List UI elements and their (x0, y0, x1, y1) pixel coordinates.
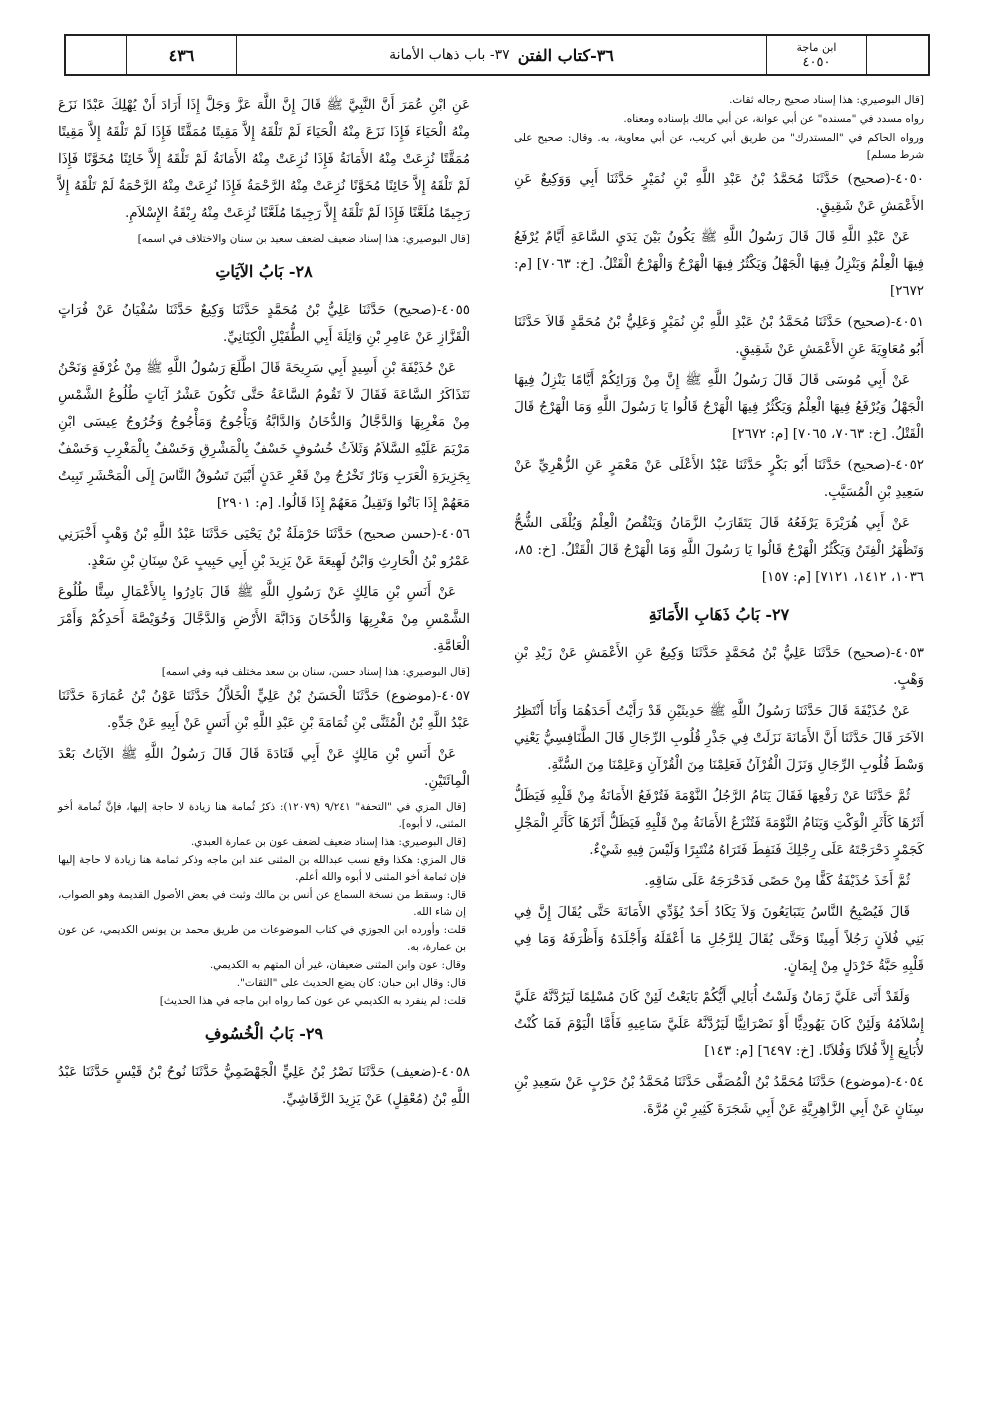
page-number: ٤٣٦ (126, 36, 236, 74)
hadith-4054-text: عَنِ ابْنِ عُمَرَ أَنَّ النَّبِيَّ ﷺ قَالَ إِنَّ اللَّهَ عَزَّ وَجَلَّ إِذَا أَرَادَ أَنْ يُهْلِكَ عَبْدًا نَزَعَ مِنْهُ الْحَيَاءَ فَإِذَا نَزَعَ مِنْهُ الْحَيَاءَ لَمْ تَلْقَهُ إِلاَّ مَقِيتًا مُمَقَّتًا فَإِذَا لَمْ تَلْقَهُ إِلاَّ مَقِيتًا مُمَقَّتًا نُزِعَتْ مِنْهُ الأَمَانَةُ فَإِذَا نُزِعَتْ مِنْهُ الأَمَانَةُ لَمْ تَلْقَهُ إِلاَّ خَائِنًا مُخَوَّنًا فَإِذَا لَمْ تَلْقَهُ إِلاَّ خَائِنًا مُخَوَّنًا نُزِعَتْ مِنْهُ الرَّحْمَةُ فَإِذَا نُزِعَتْ مِنْهُ الرَّحْمَةُ لَمْ تَلْقَهُ إِلاَّ رَجِيمًا مُلَعَّنًا فَإِذَا لَمْ تَلْقَهُ إِلاَّ رَجِيمًا مُلَعَّنًا نُزِعَتْ مِنْهُ رِبْقَةُ الإِسْلاَمِ. (58, 98, 470, 221)
footnote: قال المزي: هكذا وقع نسب عبدالله بن المثنى عند ابن ماجه وذكر ثمامة هنا زيادة لا حاجة إليها فإن ثمامة أخو المثنى لا أبوه والله أعلم. (58, 854, 466, 883)
hadith-4053-isnad: ٤٠٥٣-(صحيح) حَدَّثَنَا عَلِيُّ بْنُ مُحَمَّدٍ حَدَّثَنَا وَكِيعٌ عَنِ الأَعْمَشِ عَنْ زَيْدِ بْنِ وَهْبٍ. (514, 646, 924, 688)
right-column (514, 92, 924, 1127)
bab-title: ٣٧- باب ذهاب الأمانة (389, 47, 510, 63)
footnote: قال: وسقط من نسخة السماع عن أنس بن مالك وثبت في بعض الأصول القديمة وهو الصواب، إن شاء الله. (58, 889, 466, 918)
hadith-4054-isnad: ٤٠٥٤-(موضوع) حَدَّثَنَا مُحَمَّدُ بْنُ الْمُصَفَّى حَدَّثَنَا مُحَمَّدُ بْنُ حَرْبٍ عَنْ سَعِيدِ بْنِ سِنَانٍ عَنْ أَبِي الزَّاهِرِيَّةِ عَنْ أَبِي شَجَرَةَ كَثِيرِ بْنِ مُرَّةَ. (514, 1075, 924, 1117)
hadith-4051-text: عَنْ أَبِي مُوسَى قَالَ قَالَ رَسُولُ اللَّهِ ﷺ إِنَّ مِنْ وَرَائِكُمْ أَيَّامًا يَنْزِلُ فِيهَا الْجَهْلُ وَيُرْفَعُ فِيهَا الْعِلْمُ وَيَكْثُرُ فِيهَا الْهَرْجُ قَالُوا يَا رَسُولَ اللَّهِ وَمَا الْهَرْجُ قَالَ الْقَتْلُ. [خ: ٧٠٦٣، ٧٠٦٥] [م: ٢٦٧٢] (514, 373, 924, 442)
header-title (236, 36, 766, 74)
left-column (58, 92, 470, 1117)
hadith-4053-paragraph: قَالَ فَيُصْبِحُ النَّاسُ يَتَبَايَعُونَ وَلاَ يَكَادُ أَحَدٌ يُؤَدِّي الأَمَانَةَ حَتَّى يُقَالَ إِنَّ فِي بَنِي فُلاَنٍ رَجُلاً أَمِينًا وَحَتَّى يُقَالَ لِلرَّجُلِ مَا أَعْقَلَهُ وَأَجْلَدَهُ وَأَظْرَفَهُ وَمَا فِي قَلْبِهِ حَبَّةُ خَرْدَلٍ مِنْ إِيمَانٍ. (514, 905, 924, 974)
hadith-4050-isnad: ٤٠٥٠-(صحيح) حَدَّثَنَا مُحَمَّدُ بْنُ عَبْدِ اللَّهِ بْنِ نُمَيْرٍ حَدَّثَنَا أَبِي وَوَكِيعٌ عَنِ الأَعْمَشِ عَنْ شَقِيقٍ. (514, 172, 924, 214)
footnote: [قال البوصيري: هذا إسناد حسن، سنان بن سعد مختلف فيه وفي اسمه] (161, 666, 470, 678)
hadith-4053-paragraph: ثُمَّ حَدَّثَنَا عَنْ رَفْعِهَا فَقَالَ يَنَامُ الرَّجُلُ النَّوْمَةَ فَتُرْفَعُ الأَمَانَةُ مِنْ قَلْبِهِ فَيَظَلُّ أَثَرُهَا كَأَثَرِ الْوَكْتِ وَيَنَامُ النَّوْمَةَ فَتُنْزَعُ الأَمَانَةُ مِنْ قَلْبِهِ فَيَظَلُّ أَثَرُهَا كَأَثَرِ الْمَجْلِ كَجَمْرٍ دَحْرَجْتَهُ عَلَى رِجْلِكَ فَنَفِطَ فَتَرَاهُ مُنْتَبِرًا وَلَيْسَ فِيهِ شَيْءٌ. (514, 789, 924, 858)
page-header (64, 34, 930, 76)
hadith-4056-text: عَنْ أَنَسِ بْنِ مَالِكٍ عَنْ رَسُولِ اللَّهِ ﷺ قَالَ بَادِرُوا بِالأَعْمَالِ سِتًّا طُلُوعَ الشَّمْسِ مِنْ مَغْرِبِهَا وَالدُّخَانَ وَدَابَّةَ الأَرْضِ وَالدَّجَّالَ وَخُوَيْصَّةَ أَحَدِكُمْ وَأَمْرَ الْعَامَّةِ. (58, 585, 470, 654)
header-blank-cell (66, 36, 126, 74)
kitab-title: ٣٦-كتاب الفتن (517, 45, 614, 65)
chapter-heading-27: ٢٧- بَابُ ذَهَابِ الأَمَانَةِ (648, 605, 790, 624)
first-hadith-number: ٤٠٥٠ (802, 55, 831, 70)
hadith-4052-text: عَنْ أَبِي هُرَيْرَةَ يَرْفَعُهُ قَالَ يَتَقَارَبُ الزَّمَانُ وَيَنْقُصُ الْعِلْمُ وَيُلْقَى الشُّحُّ وَتَظْهَرُ الْفِتَنُ وَيَكْثُرُ الْهَرْجُ قَالُوا يَا رَسُولَ اللَّهِ وَمَا الْهَرْجُ قَالَ الْقَتْلُ. [خ: ٨٥، ١٠٣٦، ١٤١٢، ٧١٢١] [م: ١٥٧] (514, 516, 924, 585)
hadith-4050-text: عَنْ عَبْدِ اللَّهِ قَالَ قَالَ رَسُولُ اللَّهِ ﷺ يَكُونُ بَيْنَ يَدَيِ السَّاعَةِ أَيَّامٌ يُرْفَعُ فِيهَا الْعِلْمُ وَيَنْزِلُ فِيهَا الْجَهْلُ وَيَكْثُرُ فِيهَا الْهَرْجُ وَالْهَرْجُ الْقَتْلُ. [خ: ٧٠٦٣] [م: ٢٦٧٢] (514, 230, 924, 299)
hadith-4053-paragraph: وَلَقَدْ أَتَى عَلَيَّ زَمَانٌ وَلَسْتُ أُبَالِي أَيُّكُمْ بَايَعْتُ لَئِنْ كَانَ مُسْلِمًا لَيَرُدَّنَّهُ عَلَيَّ إِسْلاَمُهُ وَلَئِنْ كَانَ يَهُودِيًّا أَوْ نَصْرَانِيًّا لَيَرُدَّنَّهُ عَلَيَّ سَاعِيهِ فَأَمَّا الْيَوْمَ فَمَا كُنْتُ لأُبَايِعَ إِلاَّ فُلاَنًا وَفُلاَنًا. [خ: ٦٤٩٧] [م: ١٤٣] (514, 990, 924, 1059)
book-name: ابن ماجة (796, 41, 837, 54)
hadith-4058-isnad: ٤٠٥٨-(ضعيف) حَدَّثَنَا نَصْرُ بْنُ عَلِيٍّ الْجَهْضَمِيُّ حَدَّثَنَا نُوحُ بْنُ قَيْسٍ حَدَّثَنَا عَبْدُ اللَّهِ بْنُ (مُعْقِلٍ) عَنْ يَزِيدَ الرَّقَاشِيِّ. (58, 1065, 470, 1107)
footnote: قلت: لم ينفرد به الكديمي عن عون كما رواه ابن ماجه في هذا الحديث] (159, 995, 466, 1007)
footnote: رواه مسدد في "مسنده" عن أبي عوانة، عن أبي مالك بإسناده ومعناه. (623, 113, 924, 125)
footnote: قال: وقال ابن حبان: كان يضع الحديث على "الثقات". (236, 977, 466, 989)
chapter-heading-28: ٢٨- بَابُ الآيَاتِ (215, 262, 313, 281)
hadith-4055-text: عَنْ حُذَيْفَةَ بْنِ أَسِيدٍ أَبِي سَرِيحَةَ قَالَ اطَّلَعَ رَسُولُ اللَّهِ ﷺ مِنْ غُرْفَةٍ وَنَحْنُ نَتَذَاكَرُ السَّاعَةَ فَقَالَ لاَ تَقُومُ السَّاعَةُ حَتَّى تَكُونَ عَشْرُ آيَاتٍ طُلُوعُ الشَّمْسِ مِنْ مَغْرِبِهَا وَالدَّجَّالُ وَالدُّخَانُ وَالدَّابَّةُ وَيَأْجُوجُ وَمَأْجُوجُ وَخُرُوجُ عِيسَى ابْنِ مَرْيَمَ عَلَيْهِ السَّلاَمُ وَثَلاَثُ خُسُوفٍ خَسْفٌ بِالْمَشْرِقِ وَخَسْفٌ بِالْمَغْرِبِ وَخَسْفٌ بِجَزِيرَةِ الْعَرَبِ وَنَارٌ تَخْرُجُ مِنْ قَعْرِ عَدَنٍ أَبْيَنَ تَسُوقُ النَّاسَ إِلَى الْمَحْشَرِ تَبِيتُ مَعَهُمْ إِذَا بَاتُوا وَتَقِيلُ مَعَهُمْ إِذَا قَالُوا. [م: ٢٩٠١] (58, 361, 470, 511)
hadith-4055-isnad: ٤٠٥٥-(صحيح) حَدَّثَنَا عَلِيُّ بْنُ مُحَمَّدٍ حَدَّثَنَا وَكِيعٌ حَدَّثَنَا سُفْيَانُ عَنْ فُرَاتٍ الْقَزَّازِ عَنْ عَامِرِ بْنِ وَاثِلَةَ أَبِي الطُّفَيْلِ الْكِنَانِيِّ. (58, 303, 470, 345)
footnote: [قال البوصيري: هذا إسناد صحيح رجاله ثقات. (729, 94, 924, 106)
hadith-4051-isnad: ٤٠٥١-(صحيح) حَدَّثَنَا مُحَمَّدُ بْنُ عَبْدِ اللَّهِ بْنِ نُمَيْرٍ وَعَلِيُّ بْنُ مُحَمَّدٍ قَالاَ حَدَّثَنَا أَبُو مُعَاوِيَةَ عَنِ الأَعْمَشِ عَنْ شَقِيقٍ. (514, 315, 924, 357)
footnote: [قال المزي في "التحفة" ٩/٢٤١ (١٢٠٧٩): ذكرُ ثُمامة هنا زيادة لا حاجة إليها، فإنَّ ثُمامة أخو المثنى، لا أبوه]. (58, 801, 466, 830)
hadith-4053-paragraph: عَنْ حُذَيْفَةَ قَالَ حَدَّثَنَا رَسُولُ اللَّهِ ﷺ حَدِيثَيْنِ قَدْ رَأَيْتُ أَحَدَهُمَا وَأَنَا أَنْتَظِرُ الآخَرَ قَالَ حَدَّثَنَا أَنَّ الأَمَانَةَ نَزَلَتْ فِي جَذْرِ قُلُوبِ الرِّجَالِ قَالَ الطَّنَافِسِيُّ يَعْنِي وَسْطَ قُلُوبِ الرِّجَالِ وَنَزَلَ الْقُرْآنُ فَعَلِمْنَا مِنَ الْقُرْآنِ وَعَلِمْنَا مِنَ السُّنَّةِ. (514, 704, 924, 773)
hadith-4057-text: عَنْ أَنَسِ بْنِ مَالِكٍ عَنْ أَبِي قَتَادَةَ قَالَ قَالَ رَسُولُ اللَّهِ ﷺ الآيَاتُ بَعْدَ الْمِائَتَيْنِ. (58, 747, 470, 789)
header-reference (766, 36, 866, 74)
header-blank-cell (866, 36, 928, 74)
hadith-4052-isnad: ٤٠٥٢-(صحيح) حَدَّثَنَا أَبُو بَكْرٍ حَدَّثَنَا عَبْدُ الأَعْلَى عَنْ مَعْمَرٍ عَنِ الزُّهْرِيِّ عَنْ سَعِيدِ بْنِ الْمُسَيَّبِ. (514, 458, 924, 500)
footnote: قلت: وأورده ابن الجوزي في كتاب الموضوعات من طريق محمد بن يونس الكديمي، عن عون بن عمارة، به. (58, 924, 466, 953)
chapter-heading-29: ٢٩- بَابُ الْخُسُوفِ (204, 1024, 324, 1043)
hadith-4057-isnad: ٤٠٥٧-(موضوع) حَدَّثَنَا الْحَسَنُ بْنُ عَلِيٍّ الْخَلاَّلُ حَدَّثَنَا عَوْنُ بْنُ عُمَارَةَ حَدَّثَنَا عَبْدُ اللَّهِ بْنُ الْمُثَنَّى بْنِ ثُمَامَةَ بْنِ عَبْدِ اللَّهِ بْنِ أَنَسٍ عَنْ أَبِيهِ عَنْ جَدِّهِ. (58, 689, 470, 731)
footnote: ورواه الحاكم في "المستدرك" من طريق أبي كريب، عن أبي معاوية، به. وقال: صحيح على شرط مسلم] (514, 132, 924, 161)
footnote: [قال البوصيري: هذا إسناد ضعيف لضعف عون بن عمارة العبدي. (190, 836, 466, 848)
footnote: وقال: عون وابن المثنى ضعيفان، غير أن المتهم به الكديمي. (209, 959, 466, 971)
footnote: [قال البوصيري: هذا إسناد ضعيف لضعف سعيد بن سنان والاختلاف في اسمه] (137, 233, 470, 245)
hadith-4053-paragraph: ثُمَّ أَخَذَ حُذَيْفَةُ كَفًّا مِنْ حَصًى فَدَحْرَجَهُ عَلَى سَاقِهِ. (644, 874, 910, 889)
hadith-4056-isnad: ٤٠٥٦-(حسن صحيح) حَدَّثَنَا حَرْمَلَةُ بْنُ يَحْيَى حَدَّثَنَا عَبْدُ اللَّهِ بْنُ وَهْبٍ أَخْبَرَنِي عَمْرُو بْنُ الْحَارِثِ وَابْنُ لَهِيعَةَ عَنْ يَزِيدَ بْنِ أَبِي حَبِيبٍ عَنْ سِنَانِ بْنِ سَعْدٍ. (58, 527, 470, 569)
